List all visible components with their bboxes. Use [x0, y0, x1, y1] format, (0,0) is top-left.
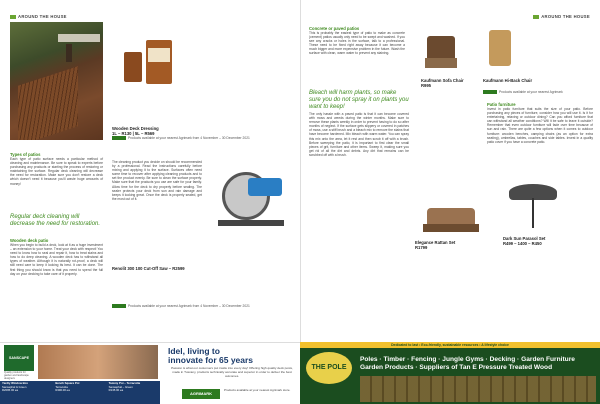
deck-dressing-product-image: [110, 22, 180, 142]
sanscape-ad: [0, 342, 160, 404]
product-strip: [0, 381, 160, 404]
product-sofa-chair: [421, 78, 481, 88]
the-pole-ad: [300, 342, 600, 404]
agrimark-body: Passion is what our customers put inside into every day! Offering high quality deck posts, made in Tuscany, products technically accurate and superior in order to deliver the best outcomes.: [171, 366, 293, 378]
section-text: Invest in patio furniture that suits the size of your patio. Before purchasing any pieces of furniture, consider how you will use it. Is it for entertaining, relaxing or outdoor dining? Can you afford furniture that can withstand all weather conditions? Will it be safe to leave it outside? Remember that even outdoor furniture will fade over time because of sun and rain. There are quite a few options when it comes to outdoor furniture: wooden benches, camping chairs (as an option for extra seating), umbrellas, tables, couches and side tables. Invest in a quality patio cover if you have a concrete patio.: [487, 107, 593, 144]
sanscape-tagline: Quality products for garden and landscape designers: [4, 371, 29, 380]
body-text: The cleaning product you decide on should be recommended by a professional. Read the instructions carefully before mixing and applying it to the surface. Surfaces often need some time to recover after applying cleaning products and to set the product evenly. Be sure to clean the surface properly. Make sure that the products you use are safe for your family. Allow time for the deck to dry properly before sealing. The sealer protects your deck from sun and rain damage and keeps it looking great. Once the deck is properly sealed, get the most out of it.: [112, 160, 202, 201]
section-title: Patio furniture: [487, 102, 516, 107]
section-title: Wooden deck patio: [10, 238, 49, 243]
section-text: Each type of patio surface needs a particular method of cleaning and maintenance. Be sure to speak to experts before purchasing any products or starting the process of restoring or maintaining the surface. Regular deck cleaning will decrease the need for restoration. Make sure you don't restore a deck which doesn't need it because you'll waste huge amounts of money!: [10, 157, 103, 186]
sanscape-logo: SANSCAPE: [4, 345, 34, 371]
product-name: Kaufmann Sofa Chair: [421, 78, 464, 83]
product2-name: Renolit 300 100 Cut-Off Saw – R2599: [112, 266, 185, 271]
product-price: R1799: [415, 245, 428, 250]
pull-quote: Bleach will harm plants, so make sure you do not spray it on plants you want to keep!: [309, 90, 409, 110]
agrimark-headline: Idel, living to innovate for 65 years: [168, 346, 254, 365]
parasol-set-image: [503, 178, 563, 234]
section-concrete-patios: [309, 26, 405, 56]
section-title: Concrete or paved patios: [309, 26, 360, 31]
rattan-set-image: [419, 190, 483, 242]
product-note: Products available at your nearest Agrimark: [483, 90, 583, 94]
section-title: Types of patios: [10, 152, 41, 157]
wooden-deck-photo: [10, 22, 103, 140]
product1-name: Wooden Deck Dressing: [112, 126, 159, 131]
timber-photo: [360, 376, 596, 402]
product1-caption: [112, 126, 292, 140]
agrimark-availability: Products available at your nearest Agrimark store.: [224, 388, 291, 392]
product2-caption: [112, 266, 292, 271]
product-price: R499 – 1400 – R450: [503, 241, 542, 246]
the-pole-top-banner: Dedicated to last • Eco-friendly, sustainable resources • A lifestyle choice: [300, 342, 600, 348]
left-page-header: AROUND THE HOUSE: [10, 14, 67, 19]
product-rattan-set: [415, 240, 493, 250]
store-item: Bench Square Pot Terracotta R490.00 ea: [55, 381, 80, 393]
paved-patio-text: [309, 112, 409, 232]
pull-quote: Regular deck cleaning will decrease the need for restoration.: [10, 214, 101, 227]
body-text: The only hassle with a paved patio is that it can become covered with moss and weeds during the winter months. Make sure to remove these plants weekly in order to prevent having to do so after months of neglect. If the surface gets slippery or covered in patches of moss, use a stiff brush and a bleach mix to remove the stains that have become hardened. Mix bleach with warm water. You can spray this mix onto the area, let it rest and then scrub it off with a brush. Before sweeping the patio, it is important to first clear the small pieces of grit, furniture and other items. Sweep it, making sure you get rid of all the dirt and debris. Any dirt that remains can be scrubbed off with a brush.: [309, 112, 409, 157]
product1-price: 1L – R130 | 5L – R569: [112, 131, 155, 136]
the-pole-logo: THE POLE: [306, 352, 352, 384]
product-price: R995: [421, 83, 432, 88]
product-name: Dark Sun Parasol Set: [503, 236, 546, 241]
section-types-of-patios: [10, 152, 103, 186]
cut-off-saw-image: [208, 158, 294, 238]
cleaning-article-text: [112, 160, 202, 260]
right-page-header: AROUND THE HOUSE: [533, 14, 590, 19]
the-pole-products: Poles · Timber · Fencing · Jungle Gyms · Decking · Garden Furniture Garden Products · Suppliers of Tan E Pressure Treated Wood: [360, 356, 575, 371]
product1-note: Products available at your nearest Agrimark from 4 November – 30 December 2021: [112, 136, 292, 140]
section-wooden-deck: [10, 238, 103, 338]
agrimark-ad: [160, 342, 300, 404]
store-item: Tammy Pot – Terracotta Sansaphal – Green R135.00 ea: [108, 381, 141, 393]
product-hi-back-chair: [483, 78, 553, 83]
pots-photo: [38, 345, 158, 379]
product-name: Elegance Rattan Set: [415, 240, 456, 245]
sofa-chair-image: [421, 28, 461, 76]
section-text: When you begin to build a deck, look at it as a huge investment – an extension to your home. Treat your deck with respect! You need to know how to seal and repair it, how to treat stains and how to do deep cleaning. A wooden deck has to withstand all types of weather. Although it is naturally rot-proof, a deck will still need care to keep it looking its best. It can be done. The first thing you should know is that you need to spend the full day on your decking to take care of it properly.: [10, 243, 103, 276]
section-text: This is probably the easiest type of patio to make as concrete (cement) patios usually only need to be swept and washed. If you see any cracks or holes in the surface, talk to a professional. These need to be fixed right away because it can become a much bigger and more expensive problem in the future. Wash the surface with clean, warm water to prevent any staining.: [309, 31, 405, 56]
product-parasol-set: [503, 236, 593, 246]
hi-back-chair-image: [481, 26, 521, 76]
product-name: Kaufmann Hi-Back Chair: [483, 78, 533, 83]
store-item: Yardly Window Box Sansaphal & Green R2095.00 ea: [2, 381, 28, 393]
agrimark-logo: AGRIMARK: [182, 389, 220, 399]
product2-note: Products available at your nearest Agrimark from 4 November – 30 December 2021: [112, 304, 292, 308]
